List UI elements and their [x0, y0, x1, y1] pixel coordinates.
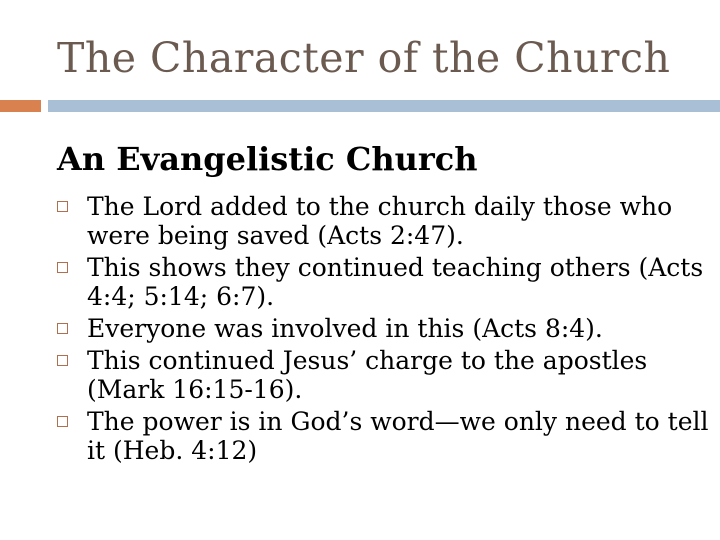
square-bullet-icon	[57, 416, 68, 427]
square-bullet-icon	[57, 201, 68, 212]
square-bullet-icon	[57, 262, 68, 273]
bullet-list	[55, 192, 715, 468]
bullet-item	[55, 407, 715, 465]
slide-subtitle: An Evangelistic Church	[57, 140, 478, 178]
slide-title: The Character of the Church	[57, 34, 671, 82]
bullet-text: The power is in God’s word—we only need to tell it (Heb. 4:12)	[87, 407, 709, 465]
bullet-item	[55, 314, 715, 343]
accent-bar-orange	[0, 100, 41, 112]
bullet-text: This shows they continued teaching others (Acts 4:4; 5:14; 6:7).	[87, 253, 704, 311]
square-bullet-icon	[57, 323, 68, 334]
bullet-text: The Lord added to the church daily those who were being saved (Acts 2:47).	[87, 192, 673, 250]
bullet-text: This continued Jesus’ charge to the apostles (Mark 16:15-16).	[87, 346, 648, 404]
bullet-text: Everyone was involved in this (Acts 8:4).	[87, 314, 603, 343]
bullet-item	[55, 253, 715, 311]
square-bullet-icon	[57, 355, 68, 366]
accent-bar-blue	[48, 100, 720, 112]
bullet-item	[55, 192, 715, 250]
bullet-item	[55, 346, 715, 404]
